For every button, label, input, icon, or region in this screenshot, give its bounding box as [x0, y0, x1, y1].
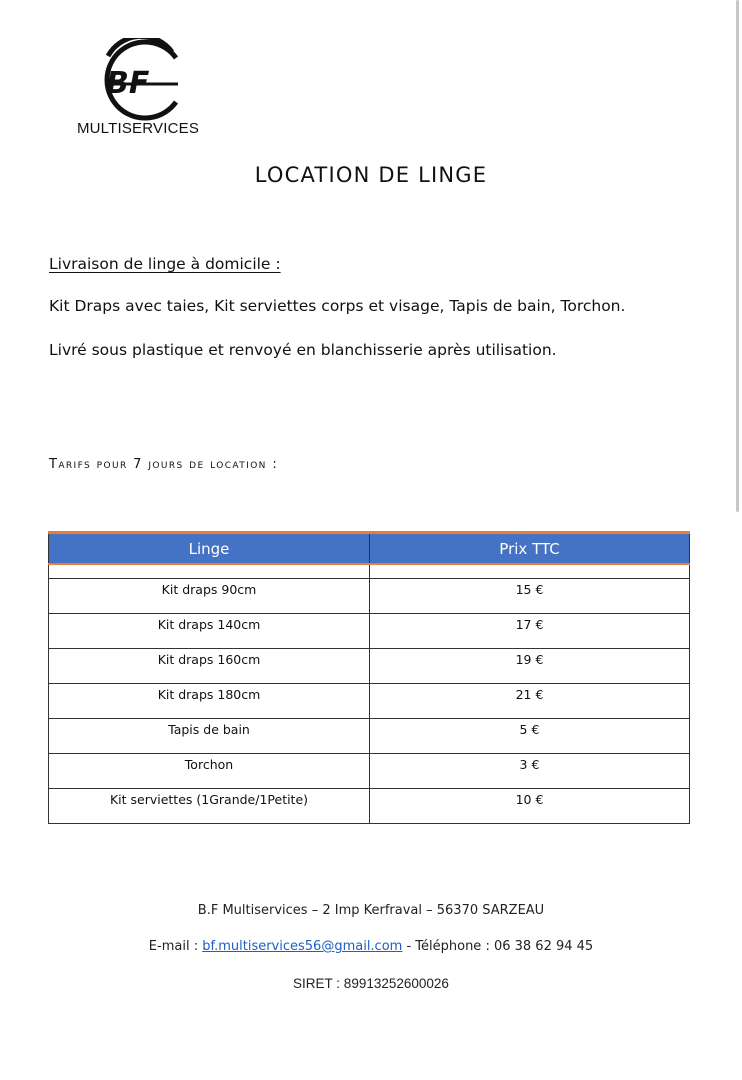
page-title: LOCATION DE LINGE: [254, 163, 488, 187]
delivery-subtitle: Livraison de linge à domicile :: [49, 255, 281, 273]
table-row: [49, 788, 690, 823]
footer-address: B.F Multiservices – 2 Imp Kerfraval – 56370 SARZEAU: [197, 903, 545, 918]
item-name: Tapis de bain: [49, 718, 370, 753]
price-table: [48, 531, 690, 824]
table-row: [49, 613, 690, 648]
phone-text: - Téléphone : 06 38 62 94 45: [402, 939, 594, 954]
delivery-note: Livré sous plastique et renvoyé en blanchisserie après utilisation.: [49, 341, 557, 359]
footer-siret: SIRET : 89913252600026: [293, 976, 449, 991]
scrollbar[interactable]: [734, 0, 742, 1080]
header-prix: Prix TTC: [370, 533, 690, 565]
item-price: 19 €: [370, 648, 690, 683]
item-name: Torchon: [49, 753, 370, 788]
table-row: [49, 718, 690, 753]
table-spacer-row: [49, 564, 690, 578]
item-price: 5 €: [370, 718, 690, 753]
logo-wordmark: MULTISERVICES: [76, 120, 200, 137]
table-row: [49, 648, 690, 683]
logo-monogram: BF: [106, 66, 150, 101]
item-name: Kit draps 90cm: [49, 578, 370, 613]
email-label: E-mail :: [148, 939, 203, 954]
item-price: 21 €: [370, 683, 690, 718]
item-name: Kit draps 180cm: [49, 683, 370, 718]
item-name: Kit serviettes (1Grande/1Petite): [49, 788, 370, 823]
table-row: [49, 578, 690, 613]
item-price: 15 €: [370, 578, 690, 613]
item-price: 10 €: [370, 788, 690, 823]
email-link[interactable]: bf.multiservices56@gmail.com: [202, 939, 403, 954]
tarifs-heading: Tarifs pour 7 jours de location :: [49, 457, 279, 472]
scrollbar-thumb[interactable]: [736, 0, 739, 512]
table-header-row: [49, 533, 690, 565]
footer-contact: [0, 939, 742, 954]
item-price: 3 €: [370, 753, 690, 788]
item-price: 17 €: [370, 613, 690, 648]
table-row: [49, 683, 690, 718]
table-row: [49, 753, 690, 788]
item-name: Kit draps 140cm: [49, 613, 370, 648]
kit-description: Kit Draps avec taies, Kit serviettes corps et visage, Tapis de bain, Torchon.: [49, 297, 626, 315]
header-linge: Linge: [49, 533, 370, 565]
item-name: Kit draps 160cm: [49, 648, 370, 683]
